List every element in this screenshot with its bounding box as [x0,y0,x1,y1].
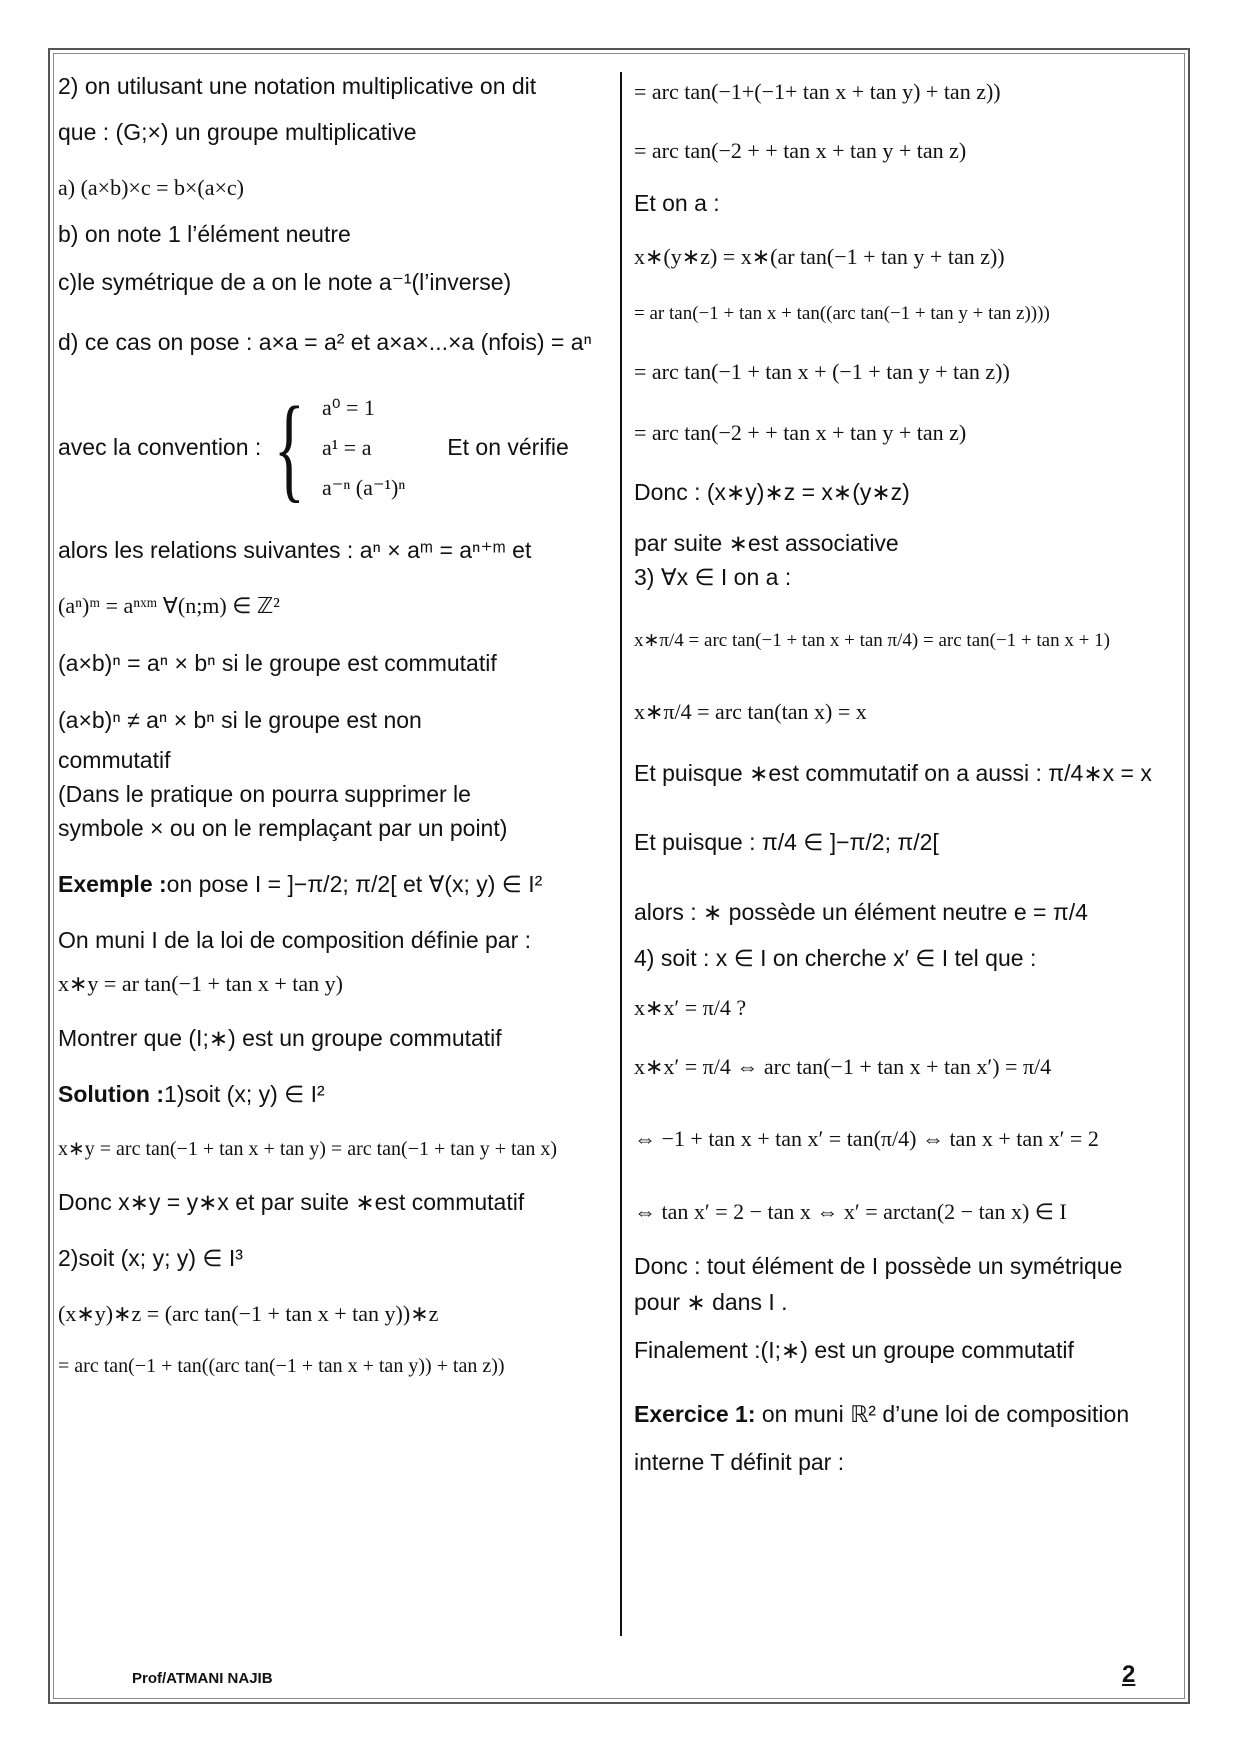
verify-label: Et on vérifie [447,434,569,461]
solution-text: 1)soit (x; y) ∈ I² [164,1081,325,1108]
line: Et on a : [634,190,720,217]
line: 4) soit : x ∈ I on cherche x′ ∈ I tel que : [634,945,1037,972]
line: que : (G;×) un groupe multiplicative [58,118,417,145]
line: 2) on utilusant une notation multiplicative on dit [58,73,537,99]
line: b) on note 1 l’élément neutre [58,221,351,248]
line: (a×b)ⁿ = aⁿ × bⁿ si le groupe est commutatif [58,649,497,676]
case-line: a⁻ⁿ (a⁻¹)ⁿ [321,475,406,501]
math-line: = arc tan(−2 + + tan x + tan y + tan z) [634,137,967,163]
math-line: ⇔ −1 + tan x + tan x′ = tan(π/4) ⇔ tan x + tan x′ = 2 [634,1126,1099,1152]
solution-line [58,1080,613,1110]
line: Donc : (x∗y)∗z = x∗(y∗z) [634,478,910,505]
math-line: (x∗y)∗z = (arc tan(−1 + tan x + tan y))∗z [58,1300,439,1326]
math-line: x∗y = ar tan(−1 + tan x + tan y) [58,970,343,996]
line: alors : ∗ possède un élément neutre e = π/4 [634,899,1088,926]
math-line: = arc tan(−1 + tan x + (−1 + tan y + tan z)) [634,359,1010,385]
line: symbole × ou on le remplaçant par un point) [58,815,508,842]
math-line: x∗π/4 = arc tan(−1 + tan x + tan π/4) = arc tan(−1 + tan x + 1) [634,630,1110,652]
math-line: ⇔ tan x′ = 2 − tan x ⇔ x′ = arctan(2 − tan x) ∈ I [634,1198,1067,1224]
math-line: (aⁿ)ᵐ = aⁿˣᵐ ∀(n;m) ∈ ℤ² [58,592,280,618]
math-line: = arc tan(−1 + tan((arc tan(−1 + tan x + tan y)) + tan z)) [58,1354,505,1377]
left-column [58,72,613,1379]
line: Et puisque ∗est commutatif on a aussi : π/4∗x = x [634,759,1152,786]
convention-block [58,382,613,514]
line: commutatif [58,747,171,774]
brace-symbol: { [274,382,306,514]
line: c)le symétrique de a on le note a⁻¹(l’inverse) [58,269,512,296]
line: d) ce cas on pose : a×a = a² et a×a×...×a (nfois) = aⁿ [58,329,592,356]
exercise-line [634,1400,1188,1430]
math-line: a) (a×b)×c = b×(a×c) [58,174,244,200]
line: pour ∗ dans I . [634,1289,788,1316]
math-line: = arc tan(−2 + + tan x + tan y + tan z) [634,419,967,445]
line: par suite ∗est associative [634,530,899,557]
exercise-label: Exercice 1: [634,1401,756,1428]
line: 3) ∀x ∈ I on a : [634,564,792,591]
example-line [58,870,613,900]
case-line: a¹ = a [321,435,372,461]
line: (Dans le pratique on pourra supprimer le [58,781,471,808]
example-label: Exemple : [58,870,167,897]
case-line: a⁰ = 1 [321,395,375,421]
example-text: on pose I = ]−π/2; π/2[ et ∀(x; y) ∈ I² [166,870,543,897]
line: Finalement :(I;∗) est un groupe commutatif [634,1337,1074,1364]
math-line: x∗y = arc tan(−1 + tan x + tan y) = arc tan(−1 + tan y + tan x) [58,1138,558,1161]
line: interne T définit par : [634,1449,845,1475]
line: 2)soit (x; y; y) ∈ I³ [58,1245,243,1272]
math-line: x∗π/4 = arc tan(tan x) = x [634,698,867,724]
exercise-text: on muni ℝ² d’une loi de composition [761,1401,1130,1428]
math-line: x∗x′ = π/4 ? [634,995,747,1021]
solution-label: Solution : [58,1081,165,1108]
math-line: = ar tan(−1 + tan x + tan((arc tan(−1 + tan y + tan z)))) [634,302,1050,324]
line: (a×b)ⁿ ≠ aⁿ × bⁿ si le groupe est non [58,707,422,734]
right-column [634,72,1188,1478]
footer-author: Prof/ATMANI NAJIB [132,1670,273,1687]
math-line: = arc tan(−1+(−1+ tan x + tan y) + tan z)) [634,79,1001,104]
line: On muni I de la loi de composition définie par : [58,926,532,953]
line: alors les relations suivantes : aⁿ × aᵐ = aⁿ⁺ᵐ et [58,537,532,564]
line: Donc : tout élément de I possède un symétrique [634,1253,1123,1280]
line: Et puisque : π/4 ∈ ]−π/2; π/2[ [634,829,939,856]
convention-cases [322,388,405,508]
line: Donc x∗y = y∗x et par suite ∗est commutatif [58,1189,525,1216]
convention-label: avec la convention : [58,434,262,461]
page-number: 2 [1122,1661,1136,1688]
math-line: x∗x′ = π/4 ⇔ arc tan(−1 + tan x + tan x′) = π/4 [634,1053,1052,1079]
column-divider [620,72,622,1636]
math-line: x∗(y∗z) = x∗(ar tan(−1 + tan y + tan z)) [634,244,1005,270]
line: Montrer que (I;∗) est un groupe commutatif [58,1025,502,1052]
